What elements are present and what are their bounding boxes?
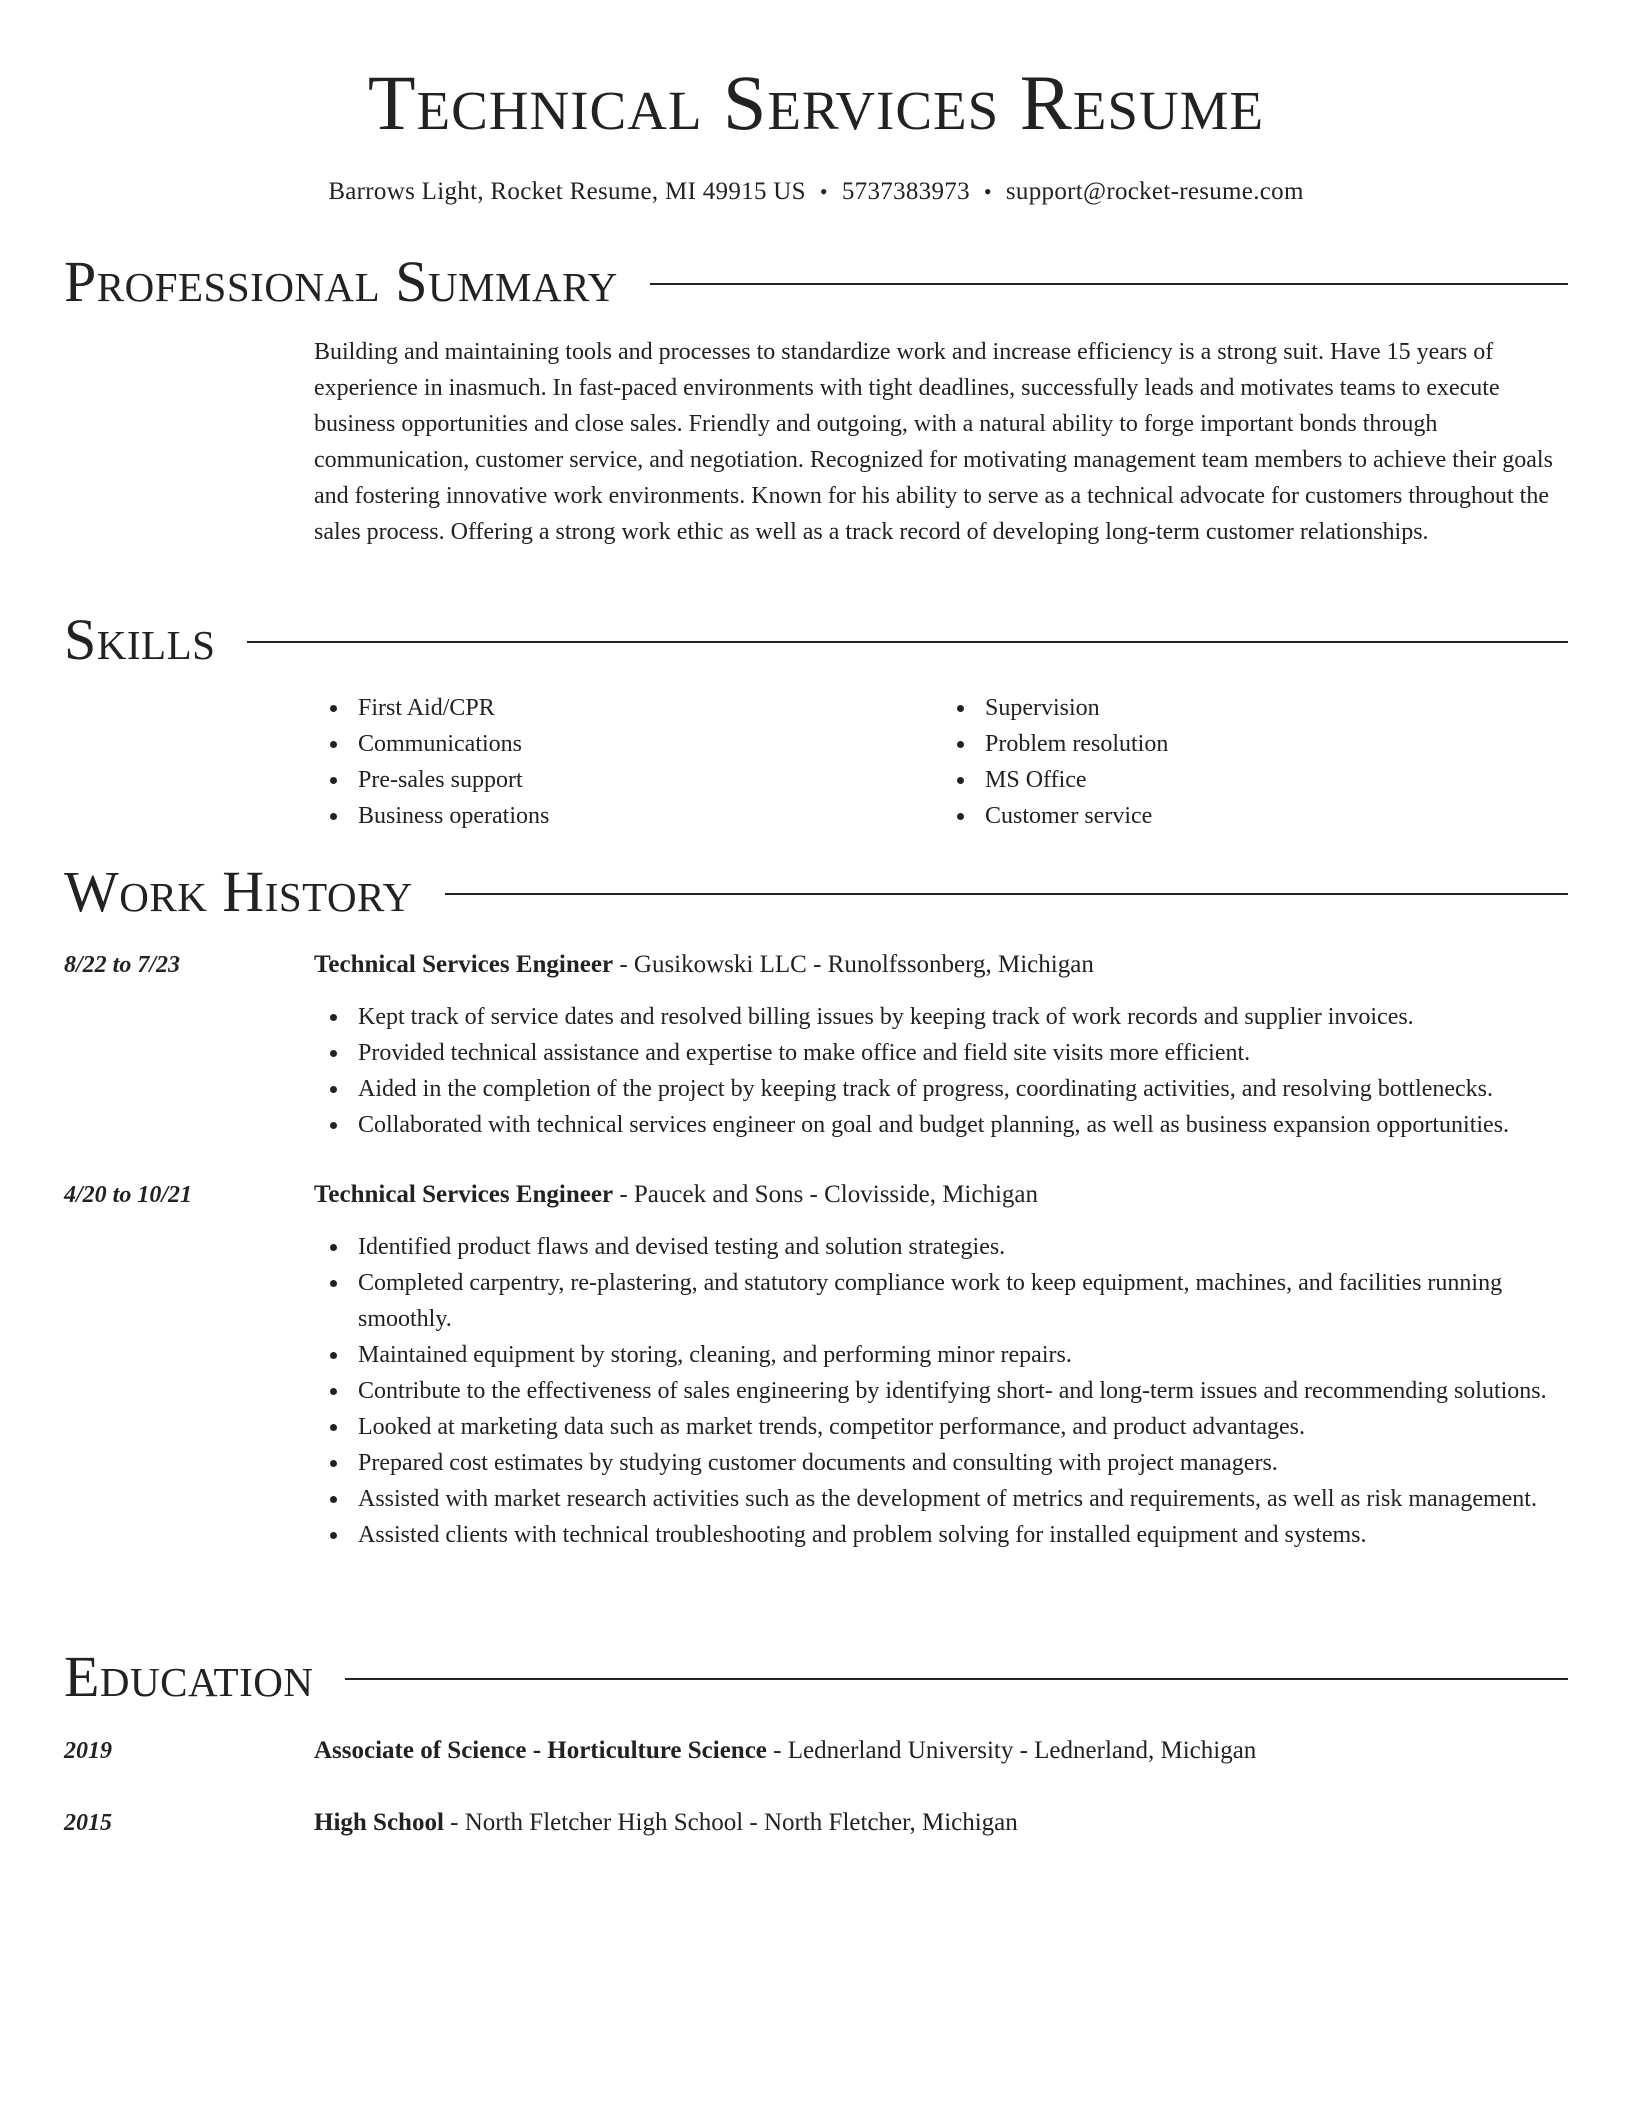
job-employer: - Paucek and Sons - Clovisside, Michigan: [613, 1181, 1039, 1208]
job-title: Technical Services Engineer: [314, 1181, 614, 1208]
contact-separator: •: [983, 179, 992, 204]
job-dates: 4/20 to 10/21: [64, 1182, 193, 1208]
summary-heading: Professional Summary: [64, 249, 618, 314]
skills-body: [314, 690, 1568, 834]
job-responsibilities: [314, 999, 1568, 1143]
skills-grid: [314, 690, 1568, 834]
education-entry: [314, 1805, 1568, 1841]
skill-item: Business operations: [358, 798, 941, 834]
job-heading: [314, 1177, 1568, 1213]
education-school: - Lednerland University - Lednerland, Michigan: [766, 1737, 1257, 1764]
skill-item: Customer service: [985, 798, 1568, 834]
job-heading: [314, 947, 1568, 983]
education-degree: High School: [314, 1809, 444, 1836]
education-heading: Education: [64, 1644, 314, 1709]
education-year: 2015: [64, 1810, 112, 1836]
skills-column-left: [314, 690, 941, 834]
resume-title: Technical Services Resume: [367, 59, 1265, 146]
skill-item: Supervision: [985, 690, 1568, 726]
job-dates: 8/22 to 7/23: [64, 952, 181, 978]
work-heading: Work History: [64, 859, 413, 924]
list-item: Assisted with market research activities such as the development of metrics and requirements, as well as risk management.: [314, 1481, 1568, 1517]
list-item: Provided technical assistance and expertise to make office and field site visits more efficient.: [314, 1035, 1568, 1071]
section-divider: [247, 641, 1568, 643]
list-item: Aided in the completion of the project by keeping track of progress, coordinating activities, and resolving bottlenecks.: [314, 1071, 1568, 1107]
list-item: Completed carpentry, re-plastering, and statutory compliance work to keep equipment, machines, and facilities running smoothly.: [314, 1265, 1568, 1337]
list-item: Prepared cost estimates by studying customer documents and consulting with project managers.: [314, 1445, 1568, 1481]
skills-column-right: [941, 690, 1568, 834]
education-entry: [314, 1733, 1568, 1769]
summary-body: [314, 334, 1568, 550]
contact-separator: •: [819, 179, 828, 204]
education-degree: Associate of Science - Horticulture Science: [314, 1737, 767, 1764]
skill-item: Problem resolution: [985, 726, 1568, 762]
education-school: - North Fletcher High School - North Fletcher, Michigan: [443, 1809, 1018, 1836]
job-title: Technical Services Engineer: [314, 951, 614, 978]
list-item: Contribute to the effectiveness of sales engineering by identifying short- and long-term issues and recommending solutions.: [314, 1373, 1568, 1409]
skill-item: First Aid/CPR: [358, 690, 941, 726]
list-item: Kept track of service dates and resolved billing issues by keeping track of work records and supplier invoices.: [314, 999, 1568, 1035]
list-item: Assisted clients with technical troubleshooting and problem solving for installed equipment and systems.: [314, 1517, 1568, 1553]
contact-phone: 5737383973: [841, 178, 970, 205]
work-section-header: [64, 860, 1568, 924]
job-employer: - Gusikowski LLC - Runolfssonberg, Michigan: [613, 951, 1094, 978]
section-divider: [445, 893, 1568, 895]
section-divider: [650, 283, 1568, 285]
skill-item: Communications: [358, 726, 941, 762]
section-divider: [345, 1678, 1568, 1680]
contact-line: [64, 175, 1568, 209]
summary-section-header: [64, 250, 1568, 314]
summary-text: Building and maintaining tools and processes to standardize work and increase efficiency is a strong suit. Have 15 years of experience in inasmuch. In fast-paced environments with tight deadlines, successfully leads and motivates teams to execute business opportunities and close sales. Friendly and outgoing, with a natural ability to forge important bonds through communication, customer service, and negotiation. Recognized for motivating management team members to achieve their goals and fostering innovative work environments. Known for his ability to serve as a technical advocate for customers throughout the sales process. Offering a strong work ethic as well as a track record of developing long-term customer relationships.: [314, 339, 1553, 545]
contact-email: support@rocket-resume.com: [1005, 178, 1304, 205]
list-item: Collaborated with technical services engineer on goal and budget planning, as well as business expansion opportunities.: [314, 1107, 1568, 1143]
skills-heading: Skills: [64, 607, 216, 672]
skills-section-header: [64, 608, 1568, 672]
education-year: 2019: [64, 1738, 112, 1764]
job-responsibilities: [314, 1229, 1568, 1553]
education-section-header: [64, 1645, 1568, 1709]
list-item: Looked at marketing data such as market trends, competitor performance, and product advantages.: [314, 1409, 1568, 1445]
skill-item: MS Office: [985, 762, 1568, 798]
skill-item: Pre-sales support: [358, 762, 941, 798]
contact-address: Barrows Light, Rocket Resume, MI 49915 US: [328, 178, 806, 205]
list-item: Maintained equipment by storing, cleaning, and performing minor repairs.: [314, 1337, 1568, 1373]
list-item: Identified product flaws and devised testing and solution strategies.: [314, 1229, 1568, 1265]
